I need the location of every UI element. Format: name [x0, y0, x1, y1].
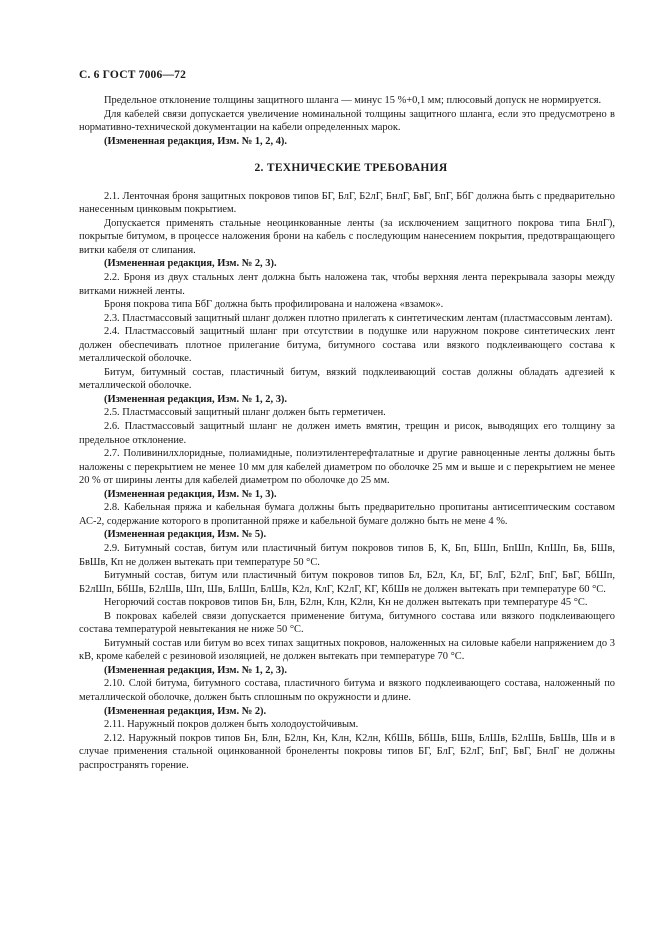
amendment-note: (Измененная редакция, Изм. № 5).	[104, 529, 267, 541]
amendment-note: (Измененная редакция, Изм. № 2).	[104, 705, 267, 717]
paragraph: Битумный состав или битум во всех типах защитных покровов, наложенных на силовые кабели напряжением до 3 кВ, кроме кабелей с резиновой изоляцией, не должен вытекать при температуре 70 °С.	[79, 637, 615, 663]
paragraph: Броня покрова типа БбГ должна быть профилирована и наложена «взамок».	[104, 299, 444, 311]
paragraph-2-9: 2.9. Битумный состав, битум или пластичный битум покровов типов Б, К, Бп, БШп, БпШп, КпШп, Бв, БШв, БвШв, Кп не должен вытекать при температуре 50 °С.	[79, 542, 615, 568]
paragraph-2-12: 2.12. Наружный покров типов Бн, Блн, Б2лн, Кн, Клн, К2лн, КбШв, БбШв, БШв, БлШв, Б2лШв, БвШв, Шв и в случае применения стальной оцинкованной бронеленты покровы типов БГ, БлГ, Б2лГ, БпГ, БвГ, БнлГ не должны распространять горение.	[79, 732, 615, 771]
amendment-note: (Измененная редакция, Изм. № 1, 2, 3).	[104, 664, 288, 676]
amendment-note: (Измененная редакция, Изм. № 1, 3).	[104, 488, 277, 500]
paragraph: Негорючий состав покровов типов Бн, Блн, Б2лн, Клн, К2лн, Кн не должен вытекать при температуре 45 °С.	[104, 597, 588, 609]
paragraph-2-1: 2.1. Ленточная броня защитных покровов типов БГ, БлГ, Б2лГ, БнлГ, БвГ, БпГ, БбГ должна быть с предварительно нанесенным цинковым покрытием.	[79, 190, 615, 216]
paragraph-2-11: 2.11. Наружный покров должен быть холодоустойчивым.	[104, 719, 359, 731]
paragraph: Предельное отклонение толщины защитного шланга — минус 15 %+0,1 мм; плюсовый допуск не нормируется.	[104, 95, 602, 106]
page-header: С. 6 ГОСТ 7006—72	[79, 69, 187, 81]
paragraph: Допускается применять стальные неоцинкованные ленты (за исключением защитного покрова типа БнлГ), покрытые битумом, в процессе наложения брони на кабель с последующим нанесением покрытия, предотвращающего витки кабеля от слипания.	[79, 217, 615, 256]
paragraph: В покровах кабелей связи допускается применение битума, битумного состава или вязкого подклеивающего состава температурой невытекания не ниже 50 °С.	[79, 610, 615, 636]
paragraph-2-2: 2.2. Броня из двух стальных лент должна быть наложена так, чтобы верхняя лента перекрывала зазоры между витками нижней ленты.	[79, 272, 615, 297]
section-title: 2. ТЕХНИЧЕСКИЕ ТРЕБОВАНИЯ	[254, 162, 448, 175]
paragraph-2-7: 2.7. Поливинилхлоридные, полиамидные, полиэтилентерефталатные и другие равноценные ленты должны быть наложены с перекрытием не менее 10 мм для кабелей диаметром по оболочке 25 мм и выше и с перекрытием не менее 20 % от ширины ленты для кабелей диаметром по оболочке до 25 мм.	[79, 448, 615, 487]
amendment-note: (Измененная редакция, Изм. № 1, 2, 4).	[104, 135, 288, 147]
document-body	[79, 94, 615, 772]
amendment-note: (Измененная редакция, Изм. № 1, 2, 3).	[104, 393, 288, 405]
paragraph: Битумный состав, битум или пластичный битум покровов типов Бл, Б2л, Кл, БГ, БлГ, Б2лГ, БпГ, БвГ, БбШп, Б2лШп, БбШв, Б2лШв, Шп, Шв, БлШп, БлШв, К2л, КлГ, К2лГ, КГ, КбШв не должен вытекать при температуре 60 °С.	[79, 570, 615, 595]
paragraph-2-8: 2.8. Кабельная пряжа и кабельная бумага должны быть предварительно пропитаны антисептическим составом АС-2, содержание которого в пропитанной пряже и кабельной бумаге должно быть не мене 4 %.	[79, 502, 615, 527]
paragraph-2-3: 2.3. Пластмассовый защитный шланг должен плотно прилегать к синтетическим лентам (пластмассовым лентам).	[104, 312, 613, 324]
paragraph: Для кабелей связи допускается увеличение номинальной толщины защитного шланга, если это предусмотрено в нормативно-технической документации на кабели определенных марок.	[79, 108, 615, 134]
paragraph-2-10: 2.10. Слой битума, битумного состава, пластичного битума и вязкого подклеивающего состава, наложенный по металлической оболочке, должен быть сплошным по окружности и длине.	[79, 678, 615, 703]
paragraph: Битум, битумный состав, пластичный битум, вязкий подклеивающий состав должны обладать адгезией к металлической оболочке.	[79, 366, 615, 392]
paragraph-2-4: 2.4. Пластмассовый защитный шланг при отсутствии в подушке или наружном покрове синтетических лент должен обеспечивать плотное прилегание битума, битумного состава или вязкого подклеивающего состава к металлической оболочке.	[79, 326, 615, 365]
paragraph-2-5: 2.5. Пластмассовый защитный шланг должен быть герметичен.	[104, 407, 386, 419]
amendment-note: (Измененная редакция, Изм. № 2, 3).	[104, 258, 277, 270]
paragraph-2-6: 2.6. Пластмассовый защитный шланг не должен иметь вмятин, трещин и рисок, выводящих его толщину за предельное отклонение.	[79, 421, 615, 446]
